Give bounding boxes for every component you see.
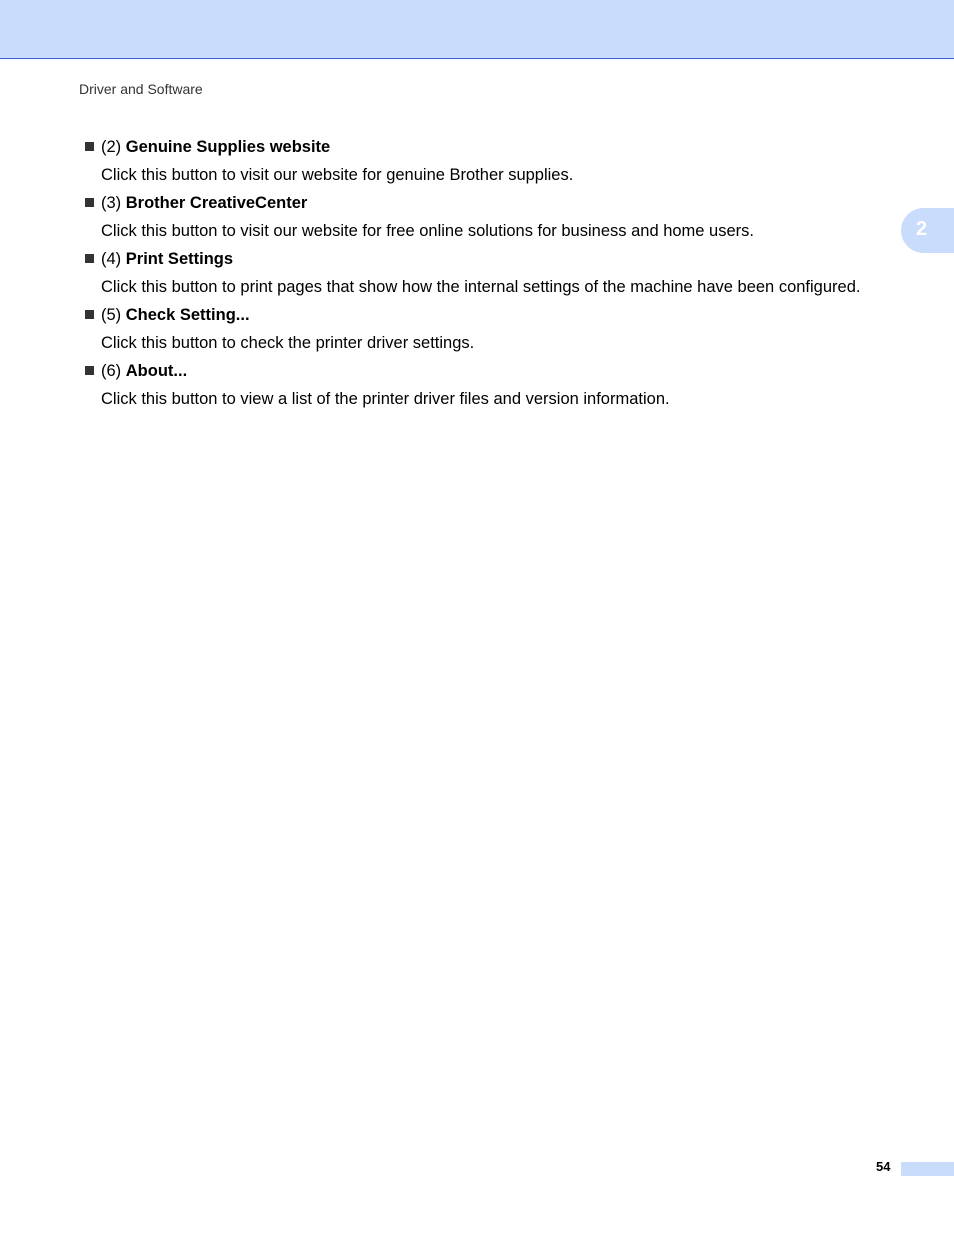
item-number: (2)	[101, 138, 122, 156]
list-item	[84, 304, 904, 360]
square-bullet-icon	[85, 254, 94, 263]
item-title-text: Genuine Supplies website	[125, 138, 331, 156]
running-header: Driver and Software	[79, 81, 203, 97]
list-item	[84, 360, 904, 416]
item-title	[84, 136, 904, 164]
item-title	[84, 304, 904, 332]
item-number: (6)	[101, 362, 122, 380]
item-title-text: Print Settings	[125, 250, 234, 268]
chapter-tab	[901, 208, 954, 253]
item-description: Click this button to visit our website for genuine Brother supplies.	[101, 166, 574, 184]
chapter-number: 2	[916, 218, 928, 240]
footer-bar	[901, 1162, 954, 1176]
item-number: (5)	[101, 306, 122, 324]
item-title-text: Check Setting...	[125, 306, 250, 324]
item-title-text: About...	[125, 362, 188, 380]
list-item	[84, 192, 904, 248]
list-item	[84, 248, 904, 304]
square-bullet-icon	[85, 310, 94, 319]
item-number: (3)	[101, 194, 122, 212]
item-number: (4)	[101, 250, 122, 268]
item-title-text: Brother CreativeCenter	[125, 194, 308, 212]
list-item	[84, 136, 904, 192]
page-number: 54	[876, 1159, 891, 1174]
header-band	[0, 0, 954, 59]
square-bullet-icon	[85, 142, 94, 151]
square-bullet-icon	[85, 366, 94, 375]
item-description: Click this button to view a list of the printer driver files and version information.	[101, 390, 670, 408]
item-description: Click this button to visit our website for free online solutions for business and home users.	[101, 222, 754, 240]
square-bullet-icon	[85, 198, 94, 207]
item-title	[84, 192, 904, 220]
item-description: Click this button to check the printer driver settings.	[101, 334, 475, 352]
bullet-list	[84, 136, 904, 416]
item-description: Click this button to print pages that show how the internal settings of the machine have been configured.	[101, 278, 861, 296]
item-title	[84, 248, 904, 276]
item-title	[84, 360, 904, 388]
